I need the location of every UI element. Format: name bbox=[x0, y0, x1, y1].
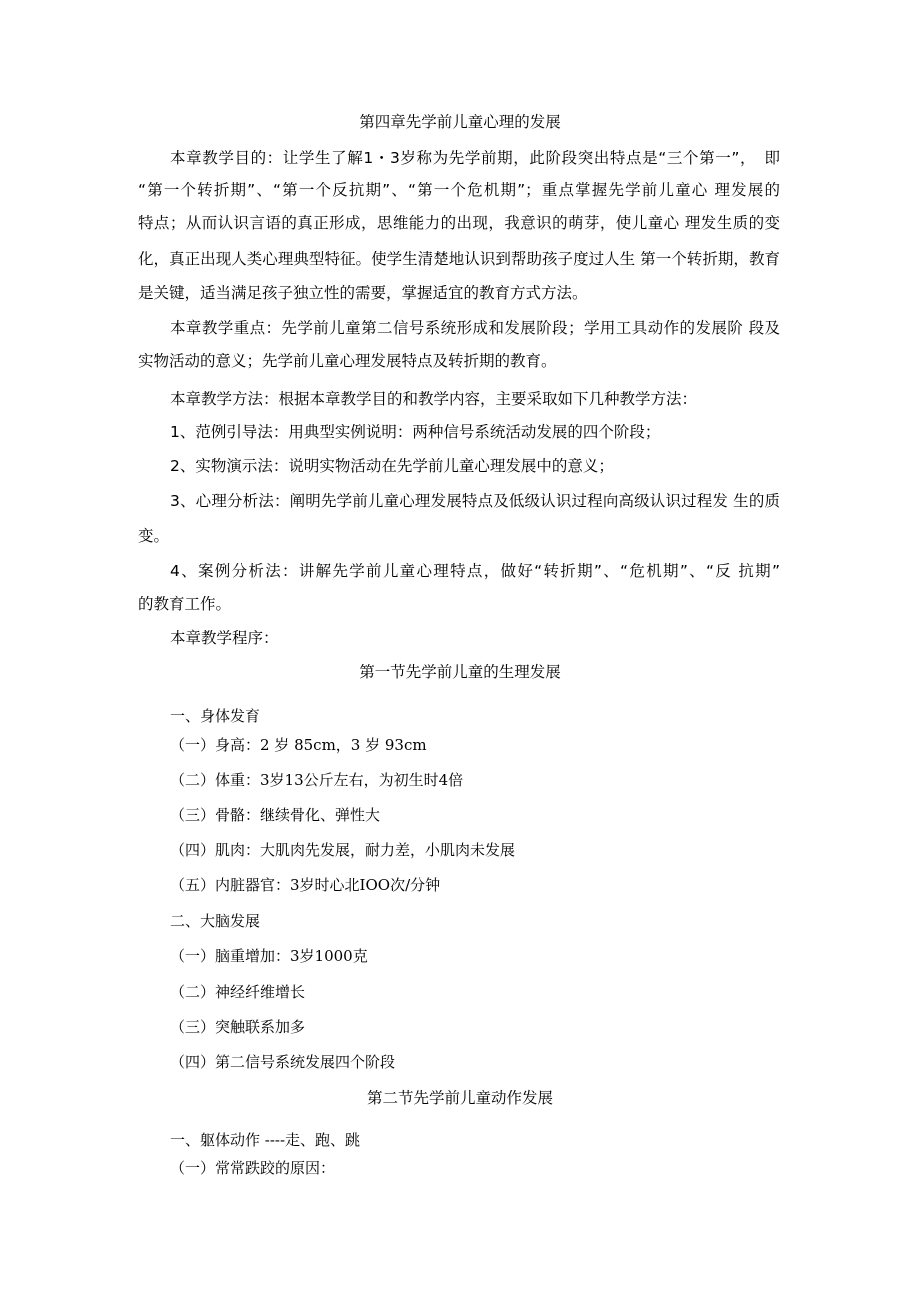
objective-line-5: 是关键，适当满足孩子独立性的需要，掌握适宜的教育方式方法。 bbox=[138, 284, 588, 302]
objective-line-4: 化，真正出现人类心理典型特征。使学生清楚地认识到帮助孩子度过人生 第一个转折期，教育 bbox=[138, 250, 780, 268]
method-3-line-2: 变。 bbox=[138, 527, 170, 545]
procedure-label: 本章教学程序： bbox=[170, 629, 279, 647]
section-1-part-1-heading: 一、身体发育 bbox=[170, 707, 261, 725]
section-1-part-1-item-1: （一）身高：2 岁 85cm，3 岁 93cm bbox=[170, 736, 427, 754]
section-1-part-2-item-1: （一）脑重增加：3岁1000克 bbox=[170, 947, 368, 965]
chapter-title: 第四章先学前儿童心理的发展 bbox=[359, 113, 561, 131]
key-points-line-2: 实物活动的意义；先学前儿童心理发展特点及转折期的教育。 bbox=[138, 352, 557, 370]
objective-line-1: 本章教学目的：让学生了解1・3岁称为先学前期，此阶段突出特点是“三个第一”， 即 bbox=[170, 149, 780, 167]
method-4-line-1: 4、案例分析法：讲解先学前儿童心理特点，做好“转折期”、“危机期”、“反 抗期” bbox=[170, 562, 780, 580]
section-2-title: 第二节先学前儿童动作发展 bbox=[366, 1089, 553, 1107]
section-1-part-2-heading: 二、大脑发展 bbox=[170, 912, 261, 930]
section-1-part-2-item-4: （四）第二信号系统发展四个阶段 bbox=[170, 1053, 396, 1071]
method-3-line-1: 3、心理分析法：阐明先学前儿童心理发展特点及低级认识过程向高级认识过程发 生的质 bbox=[170, 492, 780, 510]
section-2-part-1-heading: 一、躯体动作 ----走、跑、跳 bbox=[170, 1131, 361, 1149]
section-1-part-2-item-2: （二）神经纤维增长 bbox=[170, 983, 306, 1001]
section-1-part-1-item-4: （四）肌肉：大肌肉先发展，耐力差，小肌肉未发展 bbox=[170, 841, 516, 859]
objective-line-3: 特点；从而认识言语的真正形成，思维能力的出现，我意识的萌芽，使儿童心 理发生质的变 bbox=[138, 214, 780, 232]
objective-line-2: “第一个转折期”、“第一个反抗期”、“第一个危机期”；重点掌握先学前儿童心 理发展的 bbox=[138, 181, 780, 199]
method-2: 2、实物演示法：说明实物活动在先学前儿童心理发展中的意义； bbox=[170, 457, 614, 475]
section-1-part-1-item-2: （二）体重：3岁13公斤左右，为初生时4倍 bbox=[170, 771, 464, 789]
section-1-part-1-item-3: （三）骨骼：继续骨化、弹性大 bbox=[170, 806, 381, 824]
section-1-title: 第一节先学前儿童的生理发展 bbox=[359, 663, 561, 681]
section-1-part-1-item-5: （五）内脏器官：3岁时心北IOO次/分钟 bbox=[170, 876, 441, 894]
method-1: 1、范例引导法：用典型实例说明：两种信号系统活动发展的四个阶段； bbox=[170, 423, 661, 441]
section-2-part-1-item-1: （一）常常跌跤的原因： bbox=[170, 1159, 336, 1177]
section-1-part-2-item-3: （三）突触联系加多 bbox=[170, 1018, 306, 1036]
methods-intro: 本章教学方法：根据本章教学目的和教学内容，主要采取如下几种教学方法： bbox=[170, 390, 698, 408]
method-4-line-2: 的教育工作。 bbox=[138, 595, 232, 613]
key-points-line-1: 本章教学重点：先学前儿童第二信号系统形成和发展阶段；学用工具动作的发展阶 段及 bbox=[170, 319, 780, 337]
